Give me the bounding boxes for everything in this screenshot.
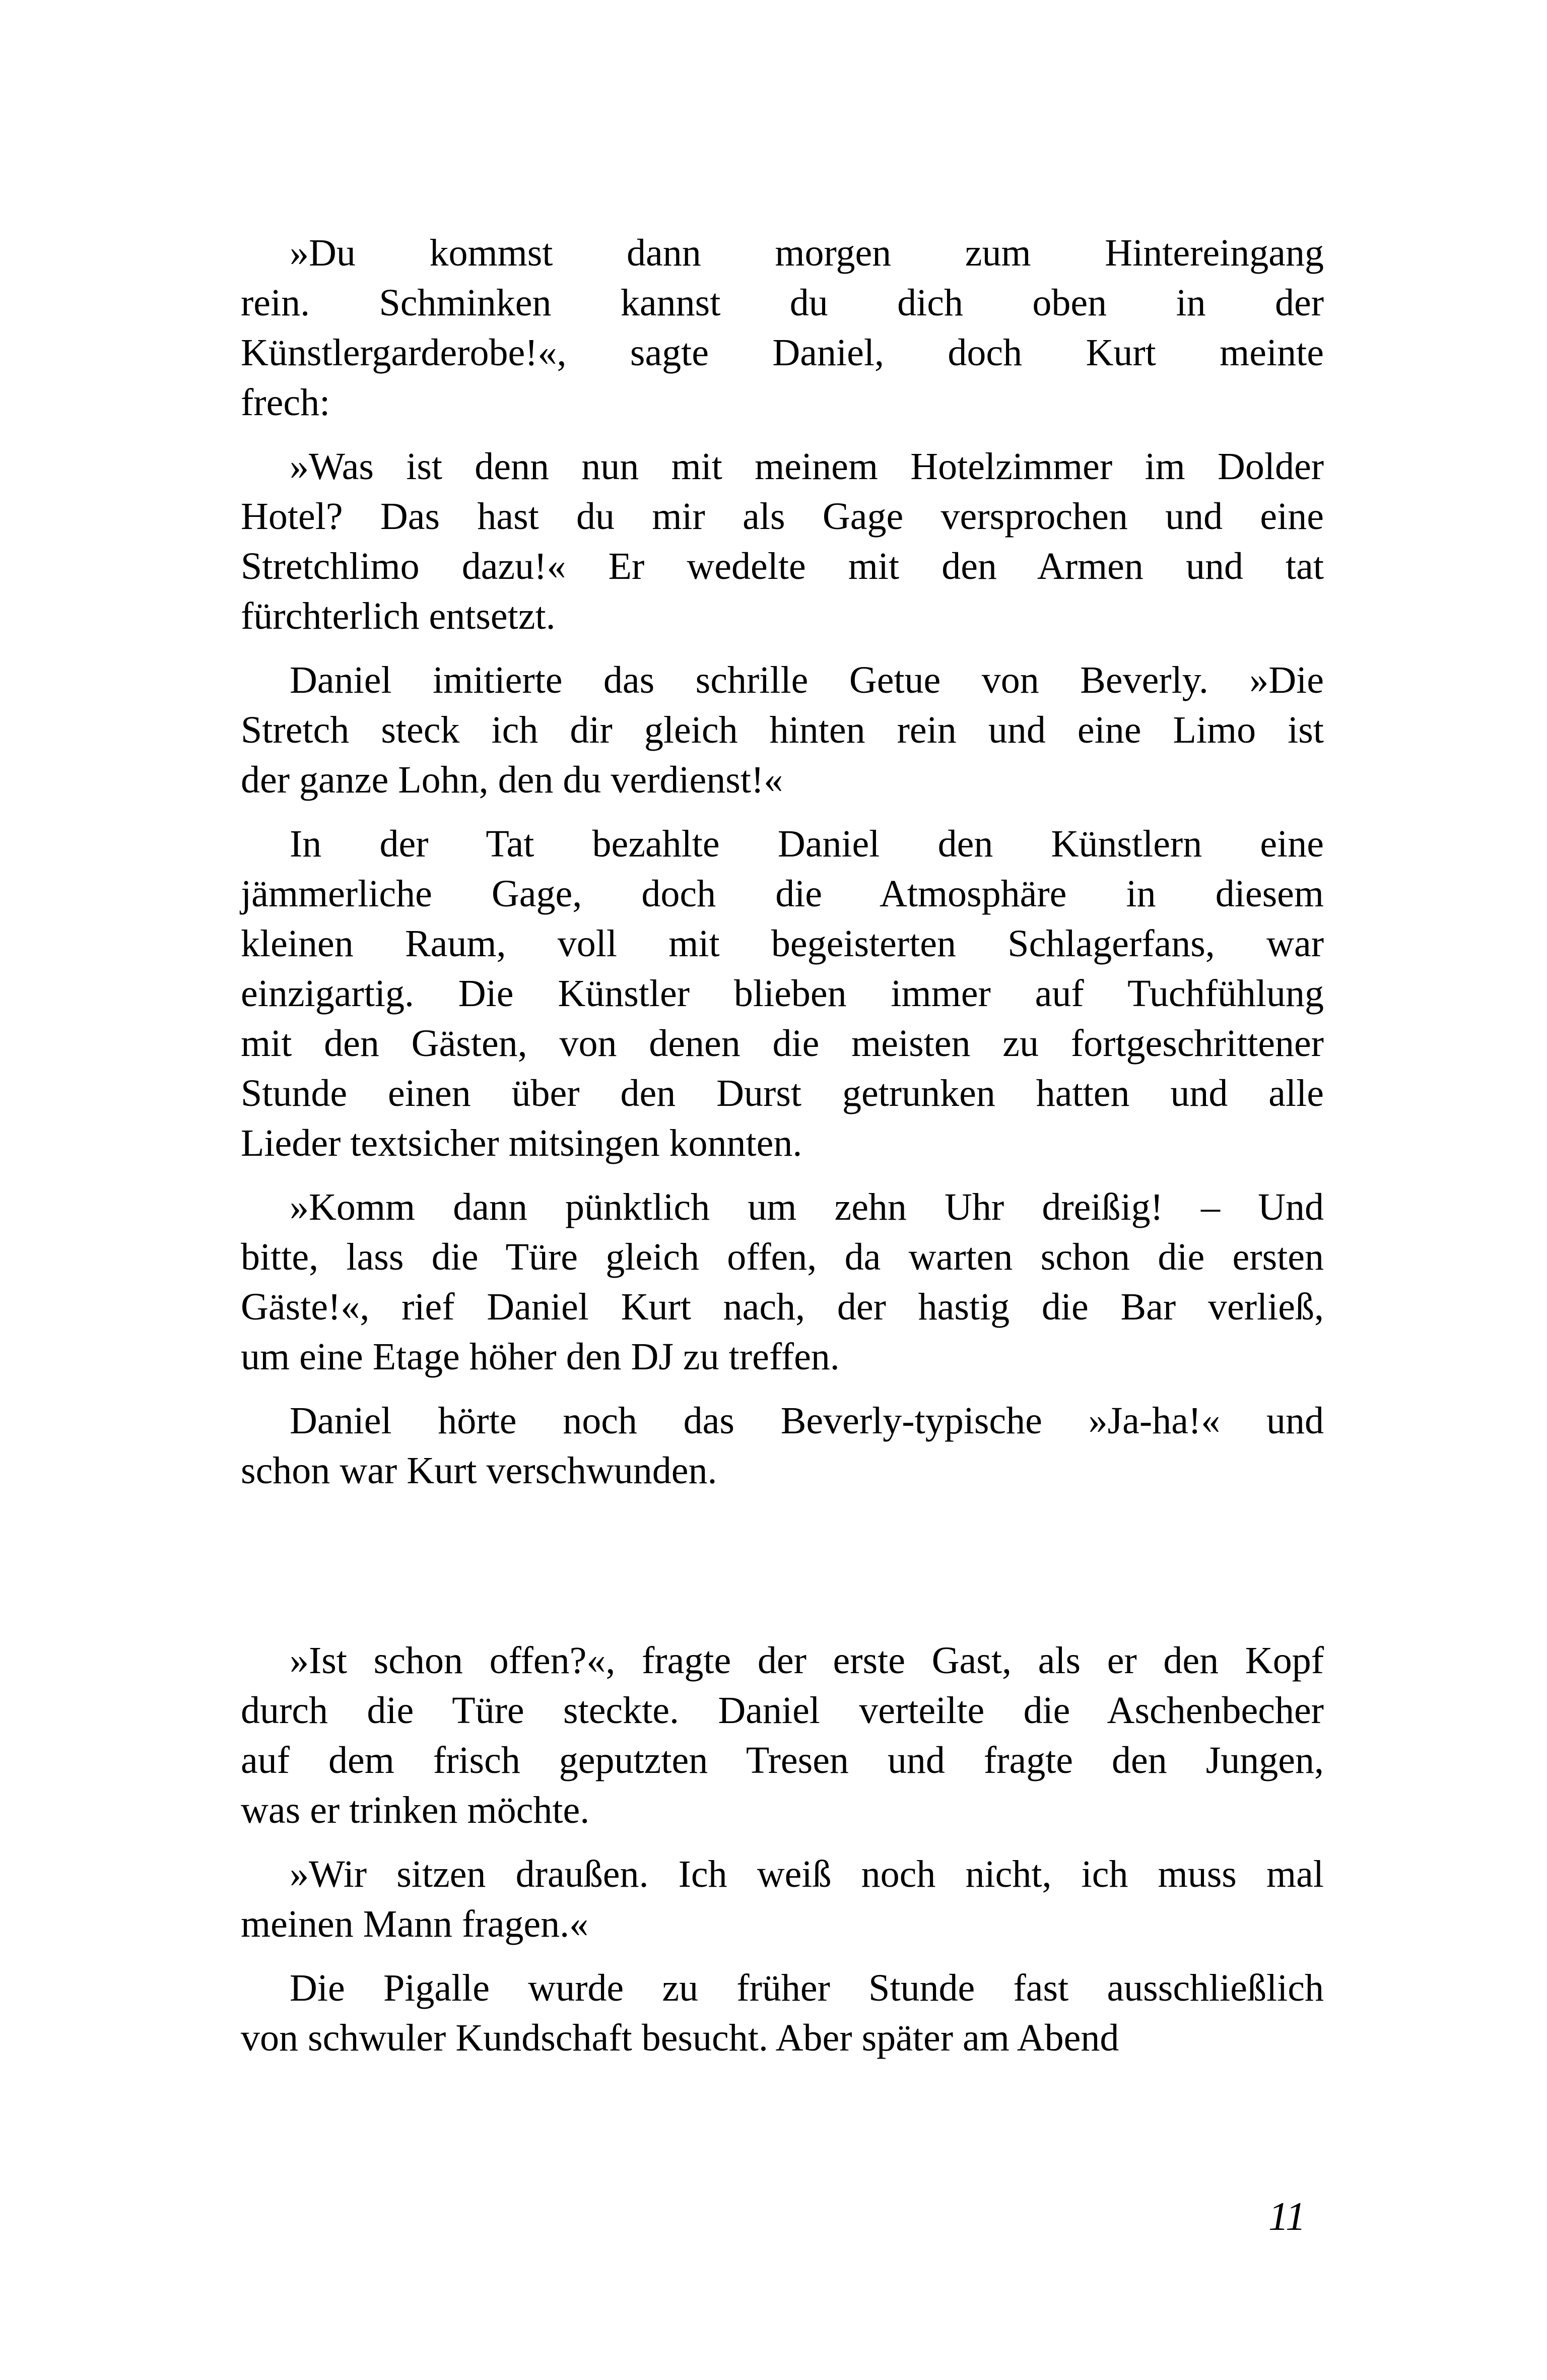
section-break [241,1510,1324,1636]
text-line: frech: [241,381,330,424]
text-line: auf dem frisch geputzten Tresen und fragte den Jungen, [241,1739,1324,1781]
text-line: einzigartig. Die Künstler blieben immer auf Tuchfühlung [241,972,1324,1015]
page-number: 11 [1268,2195,1306,2239]
text-line: um eine Etage höher den DJ zu treffen. [241,1336,840,1378]
text-line: Stretchlimo dazu!« Er wedelte mit den Armen und tat [241,545,1324,587]
text-line: »Du kommst dann morgen zum Hintereingang [290,232,1324,274]
text-line: mit den Gästen, von denen die meisten zu fortgeschrittener [241,1022,1324,1065]
page-text [241,228,1324,2077]
text-line: Hotel? Das hast du mir als Gage versprochen und eine [241,495,1324,538]
text-line: fürchterlich entsetzt. [241,595,556,637]
paragraph [241,819,1324,1168]
paragraph [241,655,1324,805]
text-line: schon war Kurt verschwunden. [241,1449,717,1492]
paragraph [241,1963,1324,2063]
text-line: jämmerliche Gage, doch die Atmosphäre in diesem [241,873,1324,915]
text-line: »Komm dann pünktlich um zehn Uhr dreißig! – Und [290,1186,1324,1228]
text-line: Gäste!«, rief Daniel Kurt nach, der hastig die Bar verließ, [241,1286,1324,1328]
text-line: was er trinken möchte. [241,1789,590,1831]
paragraph [241,1182,1324,1382]
paragraph [241,1636,1324,1835]
paragraph [241,228,1324,428]
text-line: »Was ist denn nun mit meinem Hotelzimmer im Dolder [290,445,1324,488]
text-line: der ganze Lohn, den du verdienst!« [241,759,783,801]
text-line: Künstlergarderobe!«, sagte Daniel, doch Kurt meinte [241,332,1324,374]
text-line: rein. Schminken kannst du dich oben in der [241,282,1324,324]
paragraph [241,1396,1324,1496]
paragraph [241,1849,1324,1949]
text-line: Daniel imitierte das schrille Getue von Beverly. »Die [290,659,1324,701]
text-line: Stretch steck ich dir gleich hinten rein und eine Limo ist [241,709,1324,751]
text-line: Lieder textsicher mitsingen konnten. [241,1122,802,1164]
text-line: Daniel hörte noch das Beverly-typische »Ja-ha!« und [290,1400,1324,1442]
text-line: bitte, lass die Türe gleich offen, da warten schon die ersten [241,1236,1324,1278]
text-line: von schwuler Kundschaft besucht. Aber später am Abend [241,2017,1119,2059]
text-line: In der Tat bezahlte Daniel den Künstlern eine [290,823,1324,865]
text-line: durch die Türe steckte. Daniel verteilte die Aschenbecher [241,1689,1324,1732]
text-line: »Ist schon offen?«, fragte der erste Gast, als er den Kopf [290,1639,1324,1682]
text-line: »Wir sitzen draußen. Ich weiß noch nicht, ich muss mal [290,1853,1324,1895]
text-line: meinen Mann fragen.« [241,1903,589,1945]
text-line: Stunde einen über den Durst getrunken hatten und alle [241,1072,1324,1114]
paragraph [241,442,1324,641]
text-line: Die Pigalle wurde zu früher Stunde fast ausschließlich [290,1967,1324,2009]
text-line: kleinen Raum, voll mit begeisterten Schlagerfans, war [241,922,1324,965]
